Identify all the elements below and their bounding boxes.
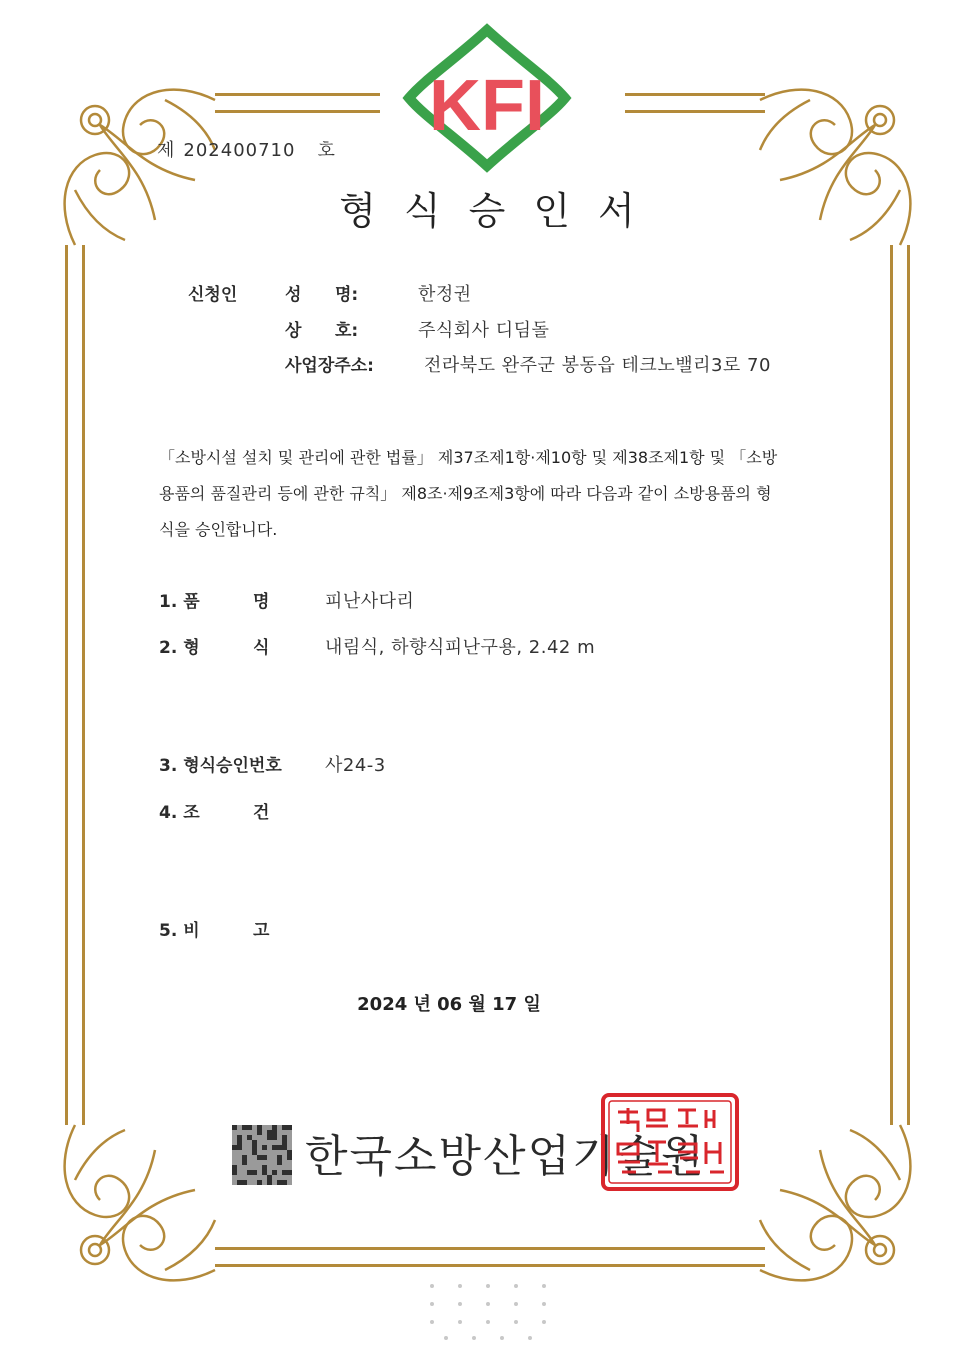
name-value: 한정권	[418, 284, 472, 305]
corner-ornament-bottom-right	[755, 1115, 920, 1290]
certificate-number-suffix: 호	[317, 140, 336, 161]
border-line-top-left-outer	[215, 93, 380, 96]
address-value: 전라북도 완주군 봉동읍 테크노밸리3로 70	[424, 355, 771, 376]
issuer-name: 한국소방산업기술원	[305, 1131, 706, 1182]
issue-date: 2024 년 06 월 17 일	[357, 994, 541, 1015]
item-type-label: 2. 형 식	[159, 638, 270, 658]
approval-statement-line-2: 용품의 품질관리 등에 관한 규칙」 제8조·제9조제3항에 따라 다음과 같이 소방용품의 형	[159, 484, 772, 503]
kfi-logo-icon	[400, 20, 575, 175]
official-seal-icon	[600, 1092, 740, 1192]
border-line-bottom-outer	[215, 1247, 765, 1250]
item-product-value: 피난사다리	[325, 591, 415, 612]
qr-code-icon	[232, 1125, 292, 1185]
item-approval-number-value: 사24-3	[325, 755, 386, 776]
certificate-number	[157, 136, 336, 162]
document-title: 형식승인서	[339, 189, 663, 233]
certificate-number-value: 202400710	[183, 140, 296, 161]
certificate-number-prefix: 제	[157, 140, 176, 161]
approval-statement-line-3: 식을 승인합니다.	[159, 520, 278, 539]
border-line-top-right-outer	[625, 93, 765, 96]
kfi-logo-text: KFI	[429, 66, 545, 146]
border-line-top-left-inner	[215, 110, 380, 113]
applicant-label: 신청인	[188, 285, 238, 305]
item-type-value: 내림식, 하향식피난구용, 2.42 m	[325, 637, 596, 658]
item-condition-label: 4. 조 건	[159, 803, 270, 823]
border-line-top-right-inner	[625, 110, 765, 113]
item-remarks-label: 5. 비 고	[159, 921, 270, 941]
border-line-right-outer	[907, 245, 910, 1125]
border-line-bottom-inner	[215, 1264, 765, 1267]
corner-ornament-bottom-left	[55, 1115, 220, 1290]
name-label: 성 명:	[285, 285, 359, 305]
company-value: 주식회사 디딤돌	[418, 320, 550, 341]
item-approval-number-label: 3. 형식승인번호	[159, 756, 282, 776]
company-label: 상 호:	[285, 321, 359, 341]
watermark-dots	[420, 1278, 560, 1348]
approval-statement	[159, 440, 839, 548]
address-label: 사업장주소:	[285, 356, 374, 376]
approval-statement-line-1: 「소방시설 설치 및 관리에 관한 법률」 제37조제1항·제10항 및 제38조제1항 및 「소방	[159, 448, 778, 467]
item-product-label: 1. 품 명	[159, 592, 270, 612]
kfi-logo	[400, 20, 575, 175]
